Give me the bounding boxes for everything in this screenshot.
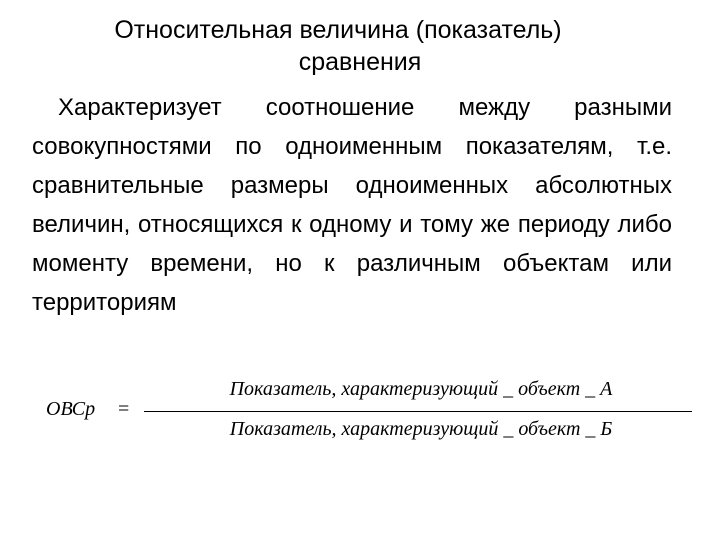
formula-equals-sign: = bbox=[118, 398, 130, 420]
definition-paragraph: Характеризует соотношение между разными совокупностями по одноименным показателям, т.е. сравнительные размеры одноименных абсолютных величин, относящихся к одному и тому же периоду либо моменту времени, но к различным объектам или территориям bbox=[32, 94, 672, 316]
formula-lhs: ОВСр bbox=[46, 398, 96, 420]
formula-denominator: Показатель, характеризующий _ объект _ Б bbox=[229, 418, 613, 440]
slide-title bbox=[40, 14, 680, 78]
comparison-formula bbox=[46, 378, 696, 448]
formula-numerator: Показатель, характеризующий _ объект _ А bbox=[229, 378, 613, 400]
fraction-bar bbox=[144, 411, 692, 412]
title-line-2: сравнения bbox=[298, 48, 422, 76]
title-line-1: Относительная величина (показатель) bbox=[114, 16, 562, 44]
